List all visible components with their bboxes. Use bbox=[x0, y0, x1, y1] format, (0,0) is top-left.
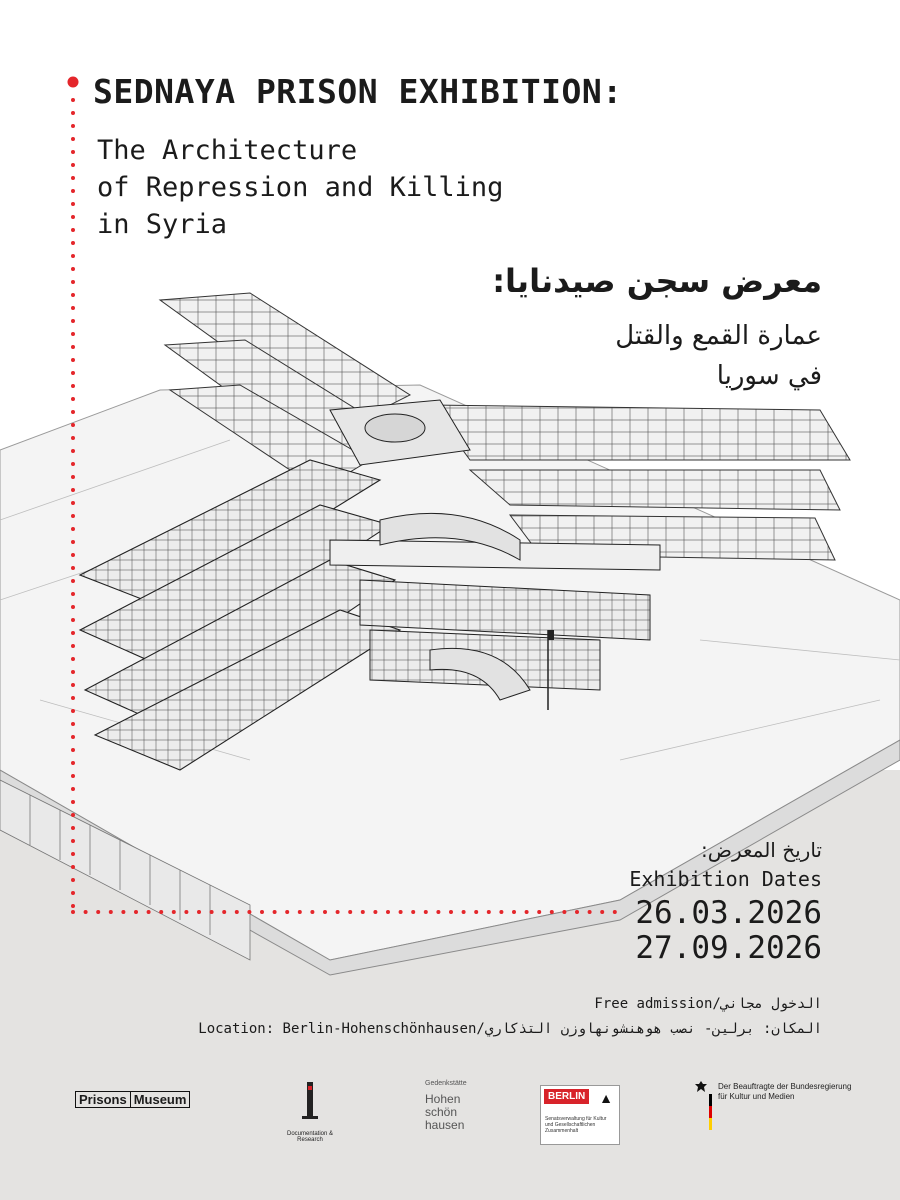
berlin-senate-logo bbox=[540, 1085, 620, 1145]
subtitle-en-line: in Syria bbox=[97, 209, 228, 240]
berlin-bear-icon: ▲ bbox=[599, 1090, 613, 1106]
exhibition-title-ar: معرض سجن صيدنايا: bbox=[492, 262, 822, 300]
federal-text-line: Der Beauftragte der Bundesregierung bbox=[718, 1082, 852, 1091]
partner-logos bbox=[0, 1075, 900, 1165]
exhibition-subtitle-en bbox=[97, 132, 503, 243]
hohenschoenhausen-line: schön bbox=[425, 1105, 458, 1119]
exhibition-subtitle-ar bbox=[615, 316, 822, 396]
subtitle-en-line: The Architecture bbox=[97, 135, 358, 166]
documentation-emblem-icon bbox=[298, 1080, 322, 1124]
subtitle-ar-line: عمارة القمع والقتل bbox=[615, 321, 822, 351]
end-date: 27.09.2026 bbox=[635, 930, 822, 966]
prisons-museum-word2: Museum bbox=[130, 1091, 191, 1108]
hohenschoenhausen-line: hausen bbox=[425, 1118, 465, 1132]
location-info: Location: Berlin-Hohenschönhausen/المكان: برلين- نصب هوهنشونهاوزن التذكاري bbox=[198, 1021, 822, 1037]
german-flag-icon bbox=[709, 1094, 712, 1130]
prisons-museum-logo bbox=[75, 1092, 190, 1107]
hohenschoenhausen-logo bbox=[425, 1080, 467, 1132]
berlin-badge: BERLIN bbox=[544, 1089, 589, 1104]
berlin-senate-text: Senatsverwaltung für Kultur und Gesellschaftlichen Zusammenhalt bbox=[545, 1116, 607, 1134]
start-date: 26.03.2026 bbox=[635, 895, 822, 931]
dates-label-ar: تاريخ المعرض: bbox=[701, 838, 822, 862]
subtitle-ar-line: في سوريا bbox=[716, 361, 822, 391]
documentation-research-logo bbox=[280, 1080, 340, 1143]
subtitle-en-line: of Repression and Killing bbox=[97, 172, 504, 203]
prisons-museum-word1: Prisons bbox=[75, 1091, 130, 1108]
red-dotted-line-horizontal bbox=[67, 906, 627, 918]
dates-label-en: Exhibition Dates bbox=[629, 867, 822, 891]
red-dotted-line-vertical bbox=[67, 76, 79, 916]
hohenschoenhausen-line: Hohen bbox=[425, 1092, 461, 1106]
federal-text-line: für Kultur und Medien bbox=[718, 1092, 795, 1101]
federal-eagle-icon bbox=[694, 1080, 708, 1094]
documentation-caption: Documentation & Research bbox=[286, 1131, 334, 1143]
exhibition-title-en: SEDNAYA PRISON EXHIBITION: bbox=[93, 72, 623, 111]
admission-info: Free admission/الدخول مجاني bbox=[594, 996, 822, 1012]
hohenschoenhausen-small: Gedenkstätte bbox=[425, 1080, 467, 1087]
federal-commissioner-text bbox=[718, 1082, 851, 1102]
